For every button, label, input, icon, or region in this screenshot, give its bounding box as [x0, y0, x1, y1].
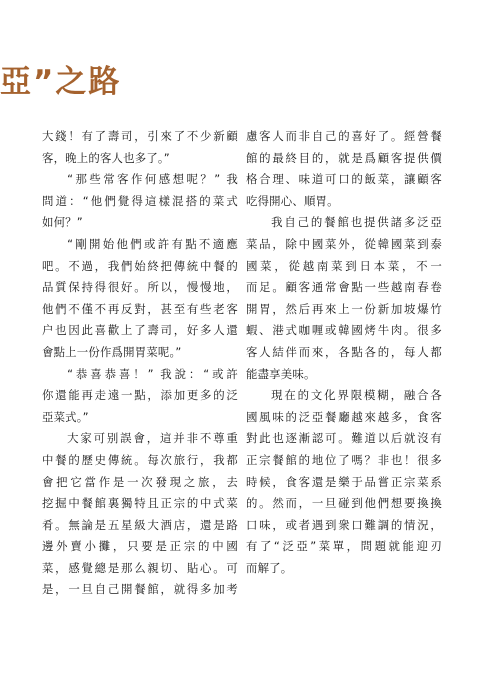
text-line: “那些常客作何感想呢？” 我	[67, 172, 238, 187]
text-line: 客人結伴而來，各點各的，每人都	[246, 344, 442, 359]
text-line: “恭喜恭喜！” 我說：“或許	[67, 366, 238, 381]
text-line: 國菜，從越南菜到日本菜，不一	[246, 258, 442, 273]
text-line: 蝦、港式咖喱或韓國烤牛肉。很多	[246, 323, 442, 338]
text-line: 對此也逐漸認可。難道以后就沒有	[246, 431, 442, 446]
text-line: 中餐的歷史傳統。每次旅行，我都	[42, 452, 238, 467]
text-line: 肴。無論是五星級大酒店，還是路	[42, 517, 238, 532]
text-line: 如何？”	[42, 215, 83, 230]
text-line: 吃得開心、順胃。	[246, 193, 339, 208]
text-line: 的。然而，一旦碰到他們想要換換	[246, 496, 442, 511]
text-line: 亞菜式。”	[42, 409, 89, 424]
text-line: 開胃，然后再來上一份新加坡爆竹	[246, 301, 442, 316]
text-line: 大錢！有了壽司，引來了不少新顧	[42, 129, 238, 143]
text-line: 正宗餐館的地位了嗎？非也！很多	[246, 452, 442, 467]
text-line: 有了“泛亞”菜單，問題就能迎刃	[246, 539, 442, 554]
article-title: 亞”之路	[0, 64, 122, 100]
text-line: 邊外賣小攤，只要是正宗的中國	[42, 539, 238, 554]
text-line: 問道：“他們覺得這樣混搭的菜式	[42, 193, 238, 208]
text-line: 吧。不過，我們始終把傳統中餐的	[42, 258, 238, 273]
text-line: 挖掘中餐館裏獨特且正宗的中式菜	[42, 496, 238, 511]
text-line: 品質保持得很好。所以，慢慢地，	[42, 280, 238, 295]
text-line: 而足。顧客通常會點一些越南春卷	[246, 280, 442, 295]
text-line: 格合理、味道可口的飯菜，讓顧客	[246, 172, 442, 187]
right-column	[246, 126, 442, 579]
text-line: 而解了。	[246, 560, 293, 575]
text-line: 大家可别誤會，這并非不尊重	[67, 431, 238, 446]
text-line: 現在的文化界限模糊，融合各	[271, 388, 442, 403]
text-line: 客，晚上的客人也多了。”	[42, 150, 170, 165]
text-line: 會點上一份作爲開胃菜呢。”	[42, 344, 182, 359]
text-line: 時候，食客還是樂于品嘗正宗菜系	[246, 474, 442, 489]
text-line: 他們不僅不再反對，甚至有些老客	[42, 301, 238, 316]
text-line: 館的最終目的，就是爲顧客提供價	[246, 150, 442, 165]
left-column	[42, 126, 238, 601]
text-line: 户也因此喜歡上了壽司，好多人還	[42, 323, 238, 338]
text-line: “剛開始他們或許有點不適應	[67, 236, 238, 251]
text-line: 國風味的泛亞餐廳越來越多，食客	[246, 409, 442, 424]
text-line: 是，一旦自己開餐館，就得多加考	[42, 582, 238, 597]
text-line: 我自己的餐館也提供諸多泛亞	[271, 215, 442, 230]
text-line: 會把它當作是一次發現之旅，去	[42, 474, 238, 489]
text-line: 你還能再走遠一點，添加更多的泛	[42, 388, 238, 403]
text-line: 能盡享美味。	[246, 366, 316, 381]
text-line: 慮客人而非自己的喜好了。經營餐	[246, 129, 442, 143]
text-line: 菜，感覺總是那么親切、貼心。可	[42, 560, 238, 575]
text-line: 菜品，除中國菜外，從韓國菜到泰	[246, 236, 442, 251]
text-line: 口味，或者遇到衆口難調的情況，	[246, 517, 442, 532]
